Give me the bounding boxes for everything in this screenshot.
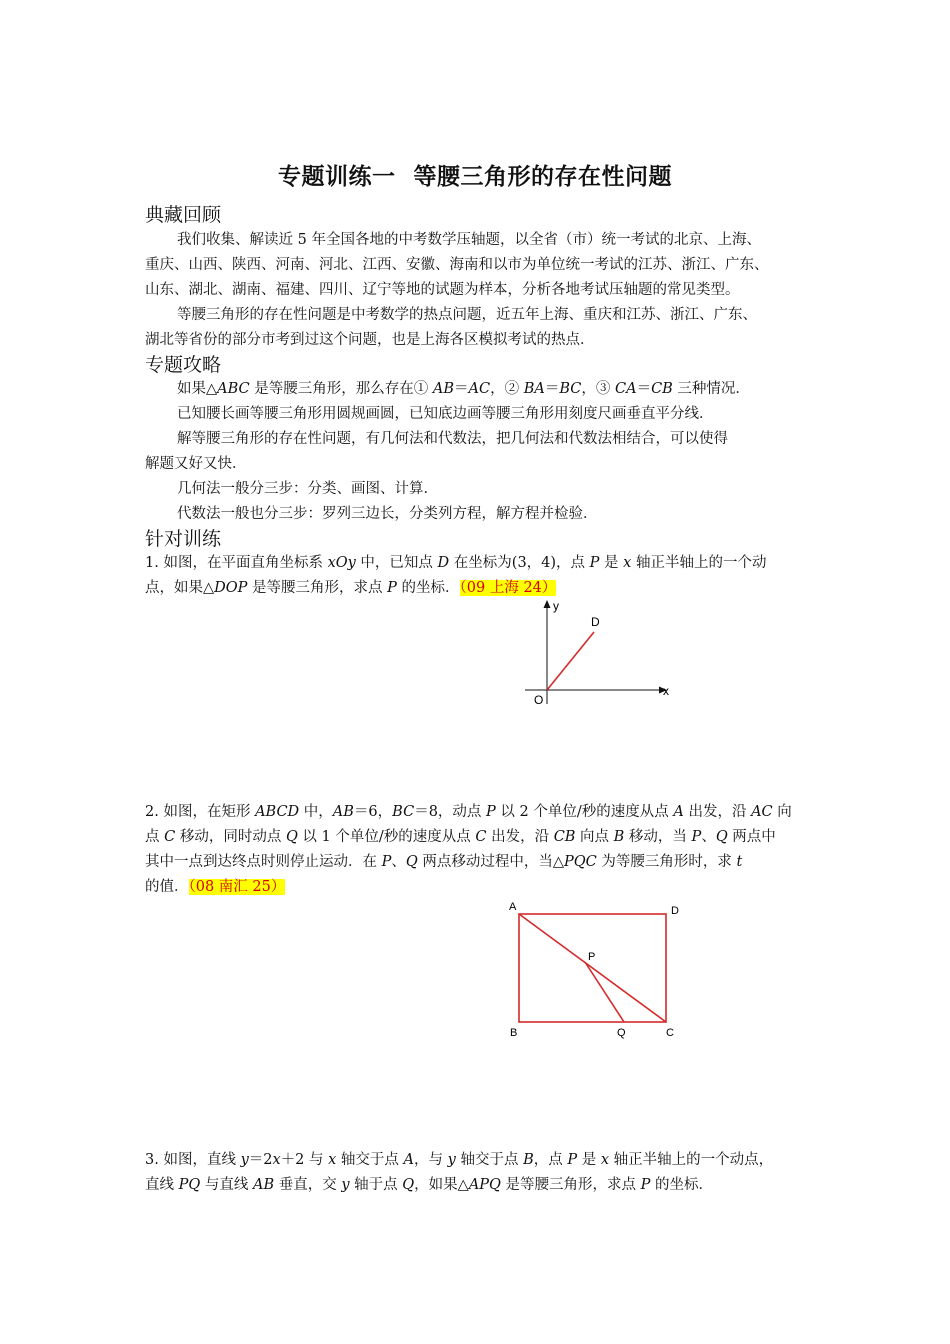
label-a: A — [509, 901, 517, 913]
review-line-4: 等腰三角形的存在性问题是中考数学的热点问题，近五年上海、重庆和江苏、浙江、广东、 — [177, 307, 757, 323]
strategy-line-2: 已知腰长画等腰三角形用圆规画圆，已知底边画等腰三角形用刻度尺画垂直平分线． — [177, 406, 714, 422]
problem-1-line-1: 1. 如图，在平面直角坐标系 xOy 中，已知点 D 在坐标为(3，4)，点 P 是 x 轴正半轴上的一个动 — [145, 555, 767, 571]
review-line-2: 重庆、山西、陕西、河南、河北、江西、安徽、海南和以市为单位统一考试的江苏、浙江、广东、 — [145, 257, 769, 273]
figure-1-coordinate — [515, 596, 675, 711]
review-line-1: 我们收集、解读近 5 年全国各地的中考数学压轴题，以全省（市）统一考试的北京、上海、 — [177, 232, 761, 248]
section-heading-review: 典藏回顾 — [145, 204, 222, 226]
label-x: x — [663, 684, 669, 698]
label-q: Q — [617, 1027, 626, 1039]
label-y: y — [553, 599, 559, 613]
label-o: O — [534, 693, 544, 707]
y-axis-arrow — [544, 600, 551, 608]
label-d: D — [591, 615, 600, 629]
review-line-3: 山东、湖北、湖南、福建、四川、辽宁等地的试题为样本，分析各地考试压轴题的常见类型。 — [145, 282, 740, 298]
problem-3-line-2: 直线 PQ 与直线 AB 垂直，交 y 轴于点 Q，如果△APQ 是等腰三角形，求点 P 的坐标． — [145, 1177, 714, 1193]
source-tag: （09 上海 24） — [459, 580, 557, 596]
segment-pq — [585, 962, 624, 1022]
problem-3-line-1: 3. 如图，直线 y＝2x＋2 与 x 轴交于点 A，与 y 轴交于点 B，点 P 是 x 轴正半轴上的一个动点， — [145, 1152, 774, 1168]
strategy-line-3: 解等腰三角形的存在性问题，有几何法和代数法，把几何法和代数法相结合，可以使得 — [177, 431, 728, 447]
source-tag: （08 南汇 25） — [188, 879, 286, 895]
strategy-line-5: 几何法一般分三步：分类、画图、计算． — [177, 481, 438, 497]
problem-2-line-4: 的值．（08 南汇 25） — [145, 879, 286, 895]
title-part2: 等腰三角形的存在性问题 — [413, 164, 672, 190]
figure-2-rectangle — [500, 895, 700, 1045]
problem-2-line-3: 其中一点到达终点时则停止运动．在 P、Q 两点移动过程中，当△PQC 为等腰三角形时，求 t — [145, 854, 743, 870]
label-p: P — [588, 951, 596, 963]
problem-2-line-1: 2. 如图，在矩形 ABCD 中，AB＝6，BC＝8，动点 P 以 2 个单位/秒的速度从点 A 出发，沿 AC 向 — [145, 804, 792, 820]
problem-2-line-2: 点 C 移动，同时动点 Q 以 1 个单位/秒的速度从点 C 出发，沿 CB 向点 B 移动，当 P、Q 两点中 — [145, 829, 776, 845]
section-heading-training: 针对训练 — [145, 528, 222, 550]
diagonal-ac — [519, 914, 666, 1022]
strategy-line-6: 代数法一般也分三步：罗列三边长，分类列方程，解方程并检验． — [177, 506, 598, 522]
label-c: C — [666, 1027, 674, 1039]
section-heading-strategy: 专题攻略 — [145, 354, 222, 376]
label-b: B — [510, 1027, 518, 1039]
review-line-5: 湖北等省份的部分市考到过这个问题，也是上海各区模拟考试的热点． — [145, 332, 595, 348]
title-part1: 专题训练一 — [278, 164, 396, 190]
segment-od — [547, 632, 594, 690]
problem-1-line-2: 点，如果△DOP 是等腰三角形，求点 P 的坐标．（09 上海 24） — [145, 580, 557, 596]
label-d: D — [671, 905, 679, 917]
strategy-line-1: 如果△ABC 是等腰三角形，那么存在① AB＝AC，② BA＝BC，③ CA＝CB 三种情况． — [177, 381, 750, 397]
strategy-line-4: 解题又好又快． — [145, 456, 247, 472]
page-title — [0, 158, 950, 191]
